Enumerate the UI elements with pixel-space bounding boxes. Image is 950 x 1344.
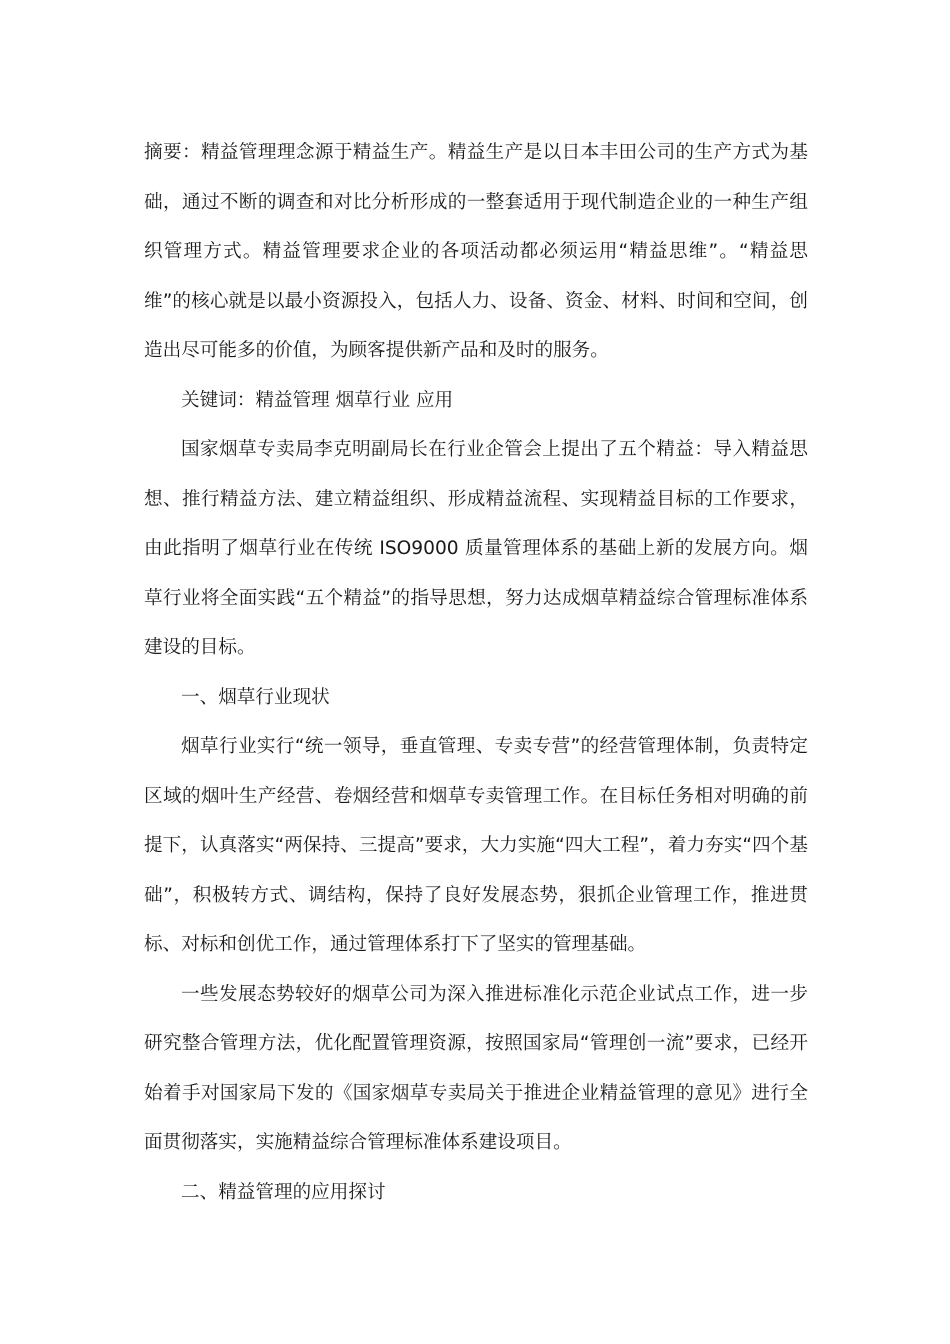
intro-paragraph: 国家烟草专卖局李克明副局长在行业企管会上提出了五个精益：导入精益思想、推行精益方法、建立精益组织、形成精益流程、实现精益目标的工作要求，由此指明了烟草行业在传统 ISO9000 质量管理体系的基础上新的发展方向。烟草行业将全面实践“五个精益”的指导思想，努力达成烟草精益综合管理标准体系建设的目标。 xyxy=(144,439,808,658)
document-body xyxy=(144,128,808,1217)
section-heading-1: 一、烟草行业现状 xyxy=(181,686,330,708)
pilot-companies-paragraph: 一些发展态势较好的烟草公司为深入推进标准化示范企业试点工作，进一步研究整合管理方法，优化配置管理资源，按照国家局“管理创一流”要求，已经开始着手对国家局下发的《国家烟草专卖局关于推进企业精益管理的意见》进行全面贯彻落实，实施精益综合管理标准体系建设项目。 xyxy=(144,983,808,1153)
industry-status-paragraph: 烟草行业实行“统一领导，垂直管理、专卖专营”的经营管理体制，负责特定区域的烟叶生产经营、卷烟经营和烟草专卖管理工作。在目标任务相对明确的前提下，认真落实“两保持、三提高”要求，大力实施“四大工程”，着力夯实“四个基础”，积极转方式、调结构，保持了良好发展态势，狠抓企业管理工作，推进贯标、对标和创优工作，通过管理体系打下了坚实的管理基础。 xyxy=(144,736,808,955)
keywords-paragraph: 关键词：精益管理 烟草行业 应用 xyxy=(181,389,454,411)
abstract-paragraph: 摘要：精益管理理念源于精益生产。精益生产是以日本丰田公司的生产方式为基础，通过不断的调查和对比分析形成的一整套适用于现代制造企业的一种生产组织管理方式。精益管理要求企业的各项活动都必须运用“精益思维”。“精益思维”的核心就是以最小资源投入，包括人力、设备、资金、材料、时间和空间，创造出尽可能多的价值，为顾客提供新产品和及时的服务。 xyxy=(144,142,808,361)
section-heading-2: 二、精益管理的应用探讨 xyxy=(181,1181,386,1203)
